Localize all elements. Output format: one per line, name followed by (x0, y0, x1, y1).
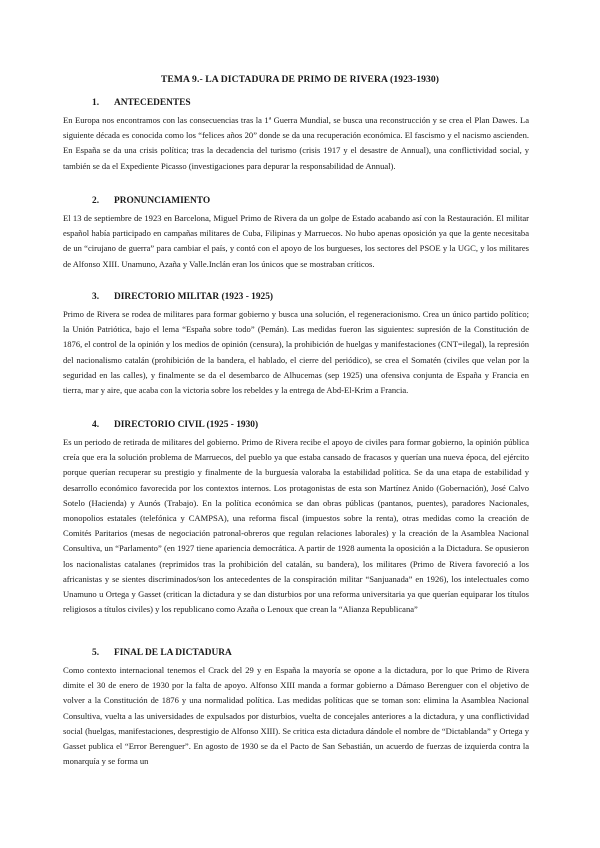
section-title: PRONUNCIAMIENTO (114, 196, 211, 206)
section-number: 2. (92, 196, 100, 206)
section-paragraph: En Europa nos encontramos con las consecuencias tras la 1ª Guerra Mundial, se busca una reconstrucción y se crea el Plan Dawes. La siguiente década es conocida como los “felices años 20” donde se da una recuperación económica. El fascismo y el nacismo ascienden. En España se da una crisis política; tras la decadencia del turismo (crisis 1917 y el desastre de Annual), una conflictividad social, y también se da el Expediente Picasso (investigaciones para depurar la responsabilidad de Annual). (63, 115, 529, 171)
section-number: 1. (92, 98, 100, 108)
section-paragraph: Como contexto internacional tenemos el Crack del 29 y en España la mayoría se opone a la dictadura, por lo que Primo de Rivera dimite el 30 de enero de 1930 por la falta de apoyo. Alfonso XIII manda a formar gobierno a Dámaso Berenguer con el objetivo de volver a la Constitución de 1876 y una normalidad política. Las medidas políticas que se toman son: elimina la Asamblea Nacional Consultiva, vuelta a las universidades de expulsados por disturbios, vuelta de concejales anteriores a la dictadura, y una conflictividad social (huelgas, manifestaciones, desprestigio de Alfonso XIII). Se critica esta dictadura dándole el nombre de “Dictablanda” y Ortega y Gasset publica el “Error Berenguer”. En agosto de 1930 se da el Pacto de San Sebastián, un acuerdo de fuerzas de izquierda contra la monarquía y se forma un (63, 665, 529, 767)
section-title: FINAL DE LA DICTADURA (114, 648, 232, 658)
section-heading (73, 194, 529, 209)
section-final-dictadura (63, 646, 529, 769)
section-title: DIRECTORIO CIVIL (1925 - 1930) (114, 420, 259, 430)
section-heading (73, 290, 529, 305)
section-paragraph: Primo de Rivera se rodea de militares para formar gobierno y busca una solución, el regeneracionismo. Crea un único partido político; la Unión Patriótica, bajo el lema “España sobre todo” (Pemán). Las medidas fueron las siguientes: supresión de la Constitución de 1876, el control de la opinión y los medios de opinión (censura), la prohibición de huelgas y manifestaciones (CNT=ilegal), la represión del nacionalismo catalán (prohibición de la bandera, el hablado, el cierre del periódico), se crea el Somatén (civiles que velan por la seguridad en las calles), y finalmente se da el desembarco de Alhucemas (sep 1925) una ofensiva conjunta de España y Francia en tierra, mar y aire, que acaba con la victoria sobre los rebeldes y la entrega de Abd-El-Krim a Francia. (63, 309, 529, 396)
section-paragraph: El 13 de septiembre de 1923 en Barcelona, Miguel Primo de Rivera da un golpe de Estado acabando así con la Restauración. El militar español había participado en campañas militares de Cuba, Filipinas y Marruecos. No hubo apenas oposición ya que la gente necesitaba de un “cirujano de guerra” para cambiar el país, y contó con el apoyo de los burgueses, los sectores del PSOE y la UGC, y los militares de Alfonso XIII. Unamuno, Azaña y Valle.Inclán eran los únicos que se mostraban críticos. (63, 213, 529, 269)
section-number: 3. (92, 292, 100, 302)
section-title: DIRECTORIO MILITAR (1923 - 1925) (114, 292, 274, 302)
section-heading (73, 418, 529, 433)
section-directorio-civil (63, 418, 529, 617)
section-number: 4. (92, 420, 100, 430)
section-directorio-militar (63, 290, 529, 398)
section-heading (73, 96, 529, 111)
section-number: 5. (92, 648, 100, 658)
section-heading (73, 646, 529, 661)
section-antecedentes (63, 96, 529, 174)
section-title: ANTECEDENTES (114, 98, 191, 108)
document-title: TEMA 9.- LA DICTADURA DE PRIMO DE RIVERA (1923-1930) (160, 74, 440, 85)
section-pronunciamiento (63, 194, 529, 272)
section-paragraph: Es un periodo de retirada de militares del gobierno. Primo de Rivera recibe el apoyo de civiles para formar gobierno, la opinión pública creía que era la solución problema de Marruecos, del pueblo ya que estaba cansado de fracasos y querían una nueva época, del ejército porque querían recuperar su prestigio y finalmente de la burguesía valoraba la estabilidad política. Se da una etapa de estabilidad y desarrollo económico favorecida por los contextos internos. Los protagonistas de esta son Martínez Anido (Gobernación), José Calvo Sotelo (Hacienda) y Aunós (Trabajo). En la política económica se dan obras públicas (pantanos, puentes), paradores Nacionales, monopolios estatales (telefónica y CAMPSA), una reforma fiscal (impuestos sobre la renta), otras medidas como la creación de Comités Paritarios (mesas de negociación patronal-obreros que regulan relaciones laborales) y la creación de la Asamblea Nacional Consultiva, un “Parlamento” (en 1927 tiene apariencia democrática. A partir de 1928 aumenta la oposición a la Dictadura. Se opusieron los nacionalistas catalanes (reprimidos tras la prohibición del catalán, su bandera), los militares (Primo de Rivera favoreció a los africanistas y se sientes discriminados/son los antecedentes de la conspiración militar “Sanjuanada” en 1926), los intelectuales como Unamuno u Ortega y Gasset (critican la dictadura y se dan disturbios por una reforma universitaria ya que querían equiparar los títulos religiosos a títulos civiles) y los republicano como Azaña o Lenoux que crean la “Alianza Republicana” (63, 437, 529, 615)
